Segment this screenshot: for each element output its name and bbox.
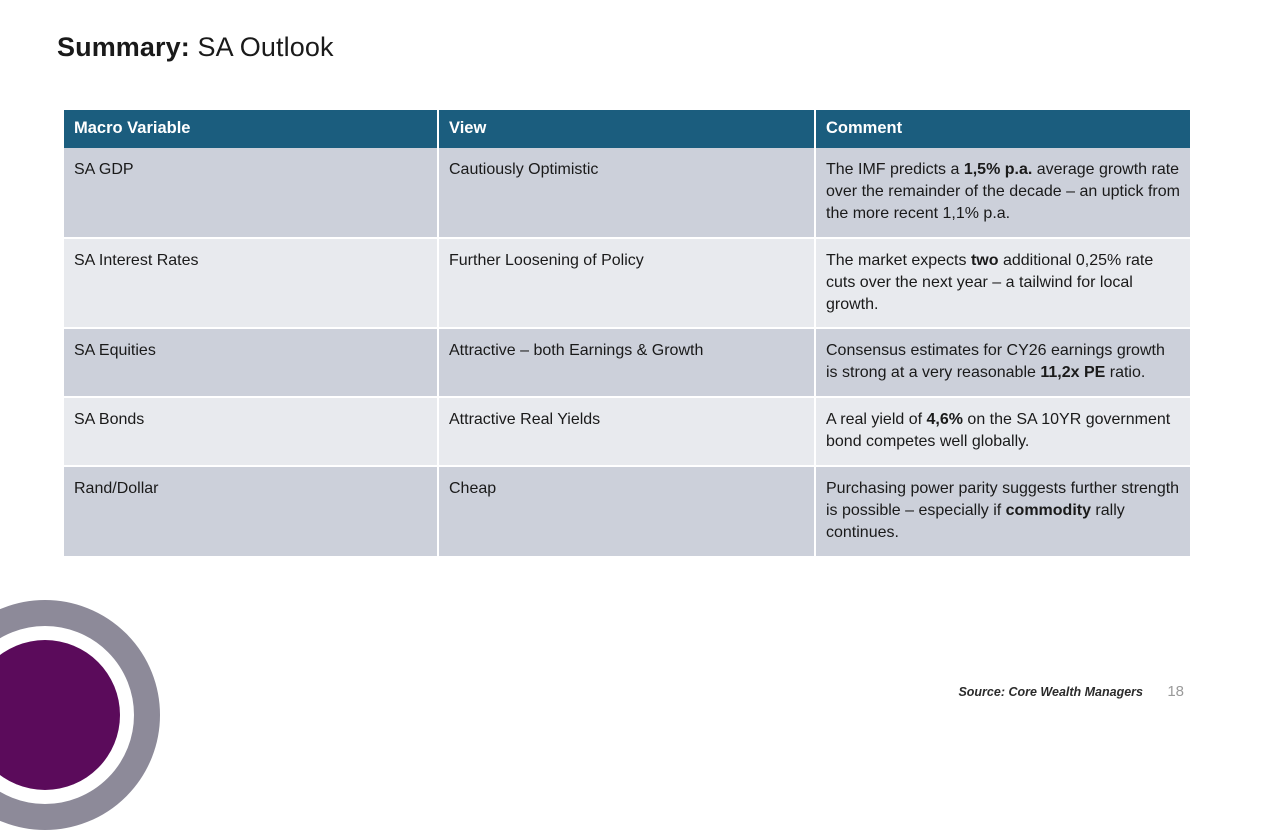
cell-macro-variable: Rand/Dollar [64,466,438,557]
cell-view: Attractive – both Earnings & Growth [438,328,815,397]
comment-highlight: 4,6% [926,411,963,429]
cell-comment [815,328,1190,397]
comment-text: average growth rate over the remainder of the decade – an uptick from the more recent 1,1% p.a. [826,161,1180,222]
cell-view: Attractive Real Yields [438,397,815,466]
table-header [64,110,1190,148]
cell-macro-variable: SA GDP [64,148,438,238]
cell-macro-variable: SA Interest Rates [64,238,438,329]
summary-table [64,110,1190,558]
comment-text: The IMF predicts a [826,161,964,178]
page-title [57,32,334,63]
page-title-strong: Summary: [57,32,190,62]
table-header-row [64,110,1190,148]
inner-circle-shape [0,640,120,790]
comment-text: A real yield of [826,411,927,429]
cell-view: Cautiously Optimistic [438,148,815,238]
comment-highlight: commodity [1005,501,1091,519]
decorative-corner-arcs [0,530,230,830]
source-note: Source: Core Wealth Managers [958,685,1143,699]
cell-view: Cheap [438,466,815,557]
cell-comment [815,397,1190,466]
page-title-light: SA Outlook [189,32,334,62]
comment-text: on the SA 10YR government bond competes well globally. [826,411,1171,451]
comment-highlight: two [970,251,999,269]
summary-table-container [64,110,1180,558]
column-header-macro-variable: Macro Variable [64,110,438,148]
comment-highlight: 1,5% p.a. [963,161,1033,178]
cell-comment [815,148,1190,238]
comment-text: additional 0,25% rate cuts over the next year – a tailwind for local growth. [826,251,1154,313]
cell-comment [815,466,1190,557]
comment-text: Purchasing power parity suggests further strength is possible – especially if [826,480,1180,519]
column-header-view: View [438,110,815,148]
table-row [64,397,1190,466]
cell-view: Further Loosening of Policy [438,238,815,329]
table-body [64,148,1190,557]
cell-macro-variable: SA Equities [64,328,438,397]
cell-macro-variable: SA Bonds [64,397,438,466]
comment-text: ratio. [1105,364,1146,382]
table-row [64,328,1190,397]
column-header-comment: Comment [815,110,1190,148]
outer-arc-shape [0,600,160,830]
comment-text: rally continues. [826,501,1125,541]
table-row [64,238,1190,329]
table-row [64,466,1190,557]
table-row [64,148,1190,238]
comment-text: The market expects [826,251,971,269]
comment-text: Consensus estimates for CY26 earnings growth is strong at a very reasonable [826,342,1165,382]
comment-highlight: 11,2x PE [1040,364,1106,382]
cell-comment [815,238,1190,329]
page-number: 18 [1167,683,1184,700]
